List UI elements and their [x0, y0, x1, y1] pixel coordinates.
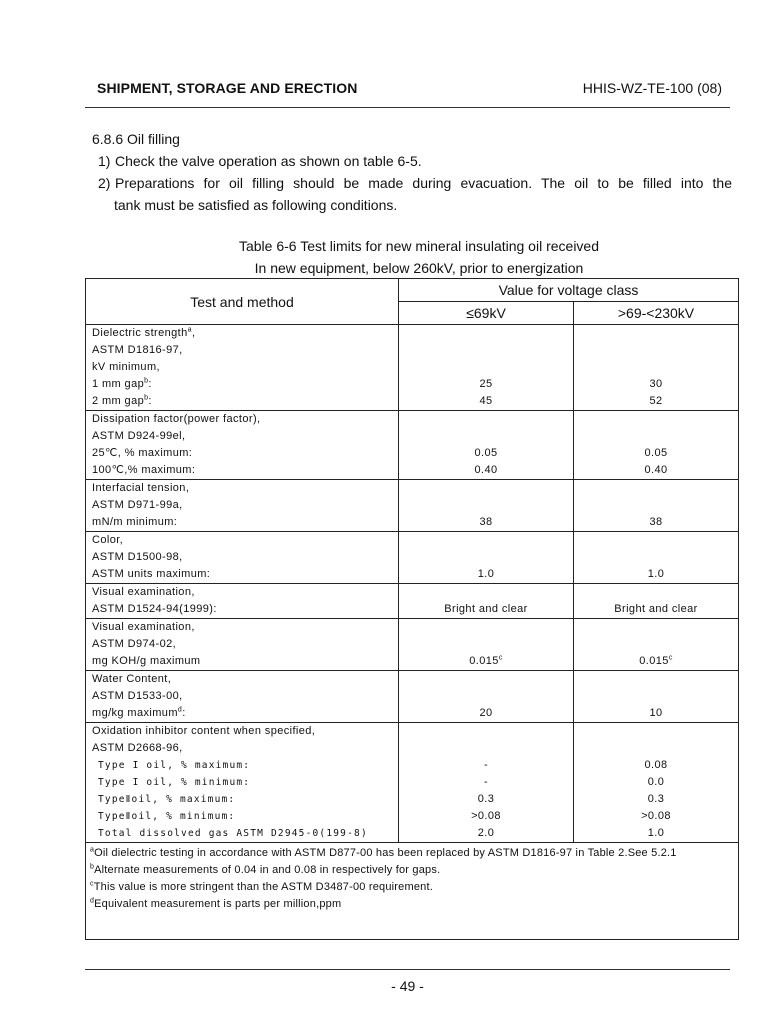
value-line	[574, 393, 738, 410]
table-row	[86, 411, 739, 480]
table-row	[86, 584, 739, 619]
value-text: 38	[479, 516, 493, 528]
test-method-line	[92, 393, 398, 410]
test-method-cell	[86, 532, 399, 584]
value-line	[399, 619, 573, 636]
value-line	[574, 325, 738, 342]
footnote-mark: a	[187, 326, 192, 334]
value-69-230kv-cell	[574, 723, 739, 843]
test-method-line	[92, 757, 398, 774]
test-method-text: ASTM D971-99a,	[92, 499, 183, 511]
table-row	[86, 532, 739, 584]
test-method-line	[92, 549, 398, 566]
value-line	[574, 671, 738, 688]
value-line	[574, 705, 738, 722]
footnote-mark: c	[498, 654, 503, 662]
value-text: 0.3	[647, 793, 665, 805]
test-method-cell	[86, 671, 399, 723]
test-method-line	[92, 514, 398, 531]
footnotes-cell	[86, 843, 739, 940]
value-69-230kv-cell	[574, 584, 739, 619]
value-text: 0.05	[644, 447, 668, 459]
value-line	[574, 342, 738, 359]
table-row	[86, 480, 739, 532]
value-69-230kv-cell	[574, 325, 739, 411]
value-line	[399, 705, 573, 722]
value-69kv-cell	[399, 532, 574, 584]
test-method-line	[92, 566, 398, 583]
header-doc-code: HHIS-WZ-TE-100 (08)	[582, 80, 722, 96]
item-text: Preparations for oil filling should be made during evacuation. The oil to be filled into the	[115, 175, 732, 191]
value-line	[574, 428, 738, 445]
value-text: 20	[479, 707, 493, 719]
footnote	[90, 896, 734, 913]
value-line	[574, 723, 738, 740]
value-line	[574, 445, 738, 462]
test-method-text: ASTM D974-02,	[92, 638, 177, 650]
test-method-text: ASTM units maximum:	[92, 568, 211, 580]
value-text: 25	[479, 378, 493, 390]
header-divider	[85, 107, 730, 108]
test-method-cell	[86, 480, 399, 532]
value-line	[574, 566, 738, 583]
value-text: 1.0	[647, 827, 665, 839]
value-69kv-cell	[399, 723, 574, 843]
test-method-line	[92, 740, 398, 757]
footnote-text: This value is more stringent than the ASTM D3487-00 requirement.	[93, 881, 433, 893]
test-method-line	[92, 601, 398, 618]
test-method-cell	[86, 584, 399, 619]
table-row	[86, 671, 739, 723]
value-line	[399, 359, 573, 376]
list-item	[92, 172, 732, 194]
table-row	[86, 723, 739, 843]
test-method-text: ASTM D1500-98,	[92, 551, 183, 563]
footnote-text: Equivalent measurement is parts per million,ppm	[94, 898, 342, 910]
test-method-text: ASTM D1524-94(1999):	[92, 603, 217, 615]
footnote	[90, 845, 734, 862]
test-method-line	[92, 462, 398, 479]
value-69-230kv-cell	[574, 619, 739, 671]
header-title: SHIPMENT, STORAGE AND ERECTION	[97, 80, 358, 96]
test-method-text: TypeⅡoil, % maximum:	[98, 794, 236, 805]
value-69kv-cell	[399, 584, 574, 619]
value-69-230kv-cell	[574, 671, 739, 723]
punctuation: :	[182, 707, 186, 719]
value-line	[574, 808, 738, 825]
value-line	[574, 514, 738, 531]
test-method-line	[92, 791, 398, 808]
value-text: 0.08	[644, 759, 668, 771]
header-value-for-voltage-class: Value for voltage class	[399, 279, 739, 302]
oil-filling-section	[92, 128, 732, 216]
item-text-continued: tank must be satisfied as following conditions.	[114, 197, 398, 213]
value-line	[574, 549, 738, 566]
table-header-row	[86, 279, 739, 302]
value-text: -	[483, 759, 489, 771]
value-line	[399, 342, 573, 359]
value-text: 2.0	[477, 827, 495, 839]
test-method-cell	[86, 619, 399, 671]
value-line	[574, 757, 738, 774]
value-69-230kv-cell	[574, 480, 739, 532]
test-method-cell	[86, 325, 399, 411]
footer-divider	[85, 969, 730, 970]
test-method-text: ASTM D1816-97,	[92, 344, 183, 356]
value-text: 45	[479, 395, 493, 407]
footnote-mark: b	[144, 394, 149, 402]
value-line	[574, 359, 738, 376]
value-text: Bright and clear	[444, 603, 528, 615]
value-text: 0.40	[474, 464, 498, 476]
test-method-text: Type I oil, % minimum:	[98, 777, 251, 788]
value-69kv-cell	[399, 325, 574, 411]
value-line	[574, 791, 738, 808]
header-col-69-230kv: >69-<230kV	[574, 302, 739, 325]
value-line	[574, 740, 738, 757]
value-line	[574, 774, 738, 791]
value-69kv-cell	[399, 411, 574, 480]
test-method-line	[92, 774, 398, 791]
value-text: 0.05	[474, 447, 498, 459]
test-method-text: Oxidation inhibitor content when specified,	[92, 725, 316, 737]
value-line	[399, 532, 573, 549]
value-line	[399, 497, 573, 514]
test-method-line	[92, 359, 398, 376]
test-method-text: mg KOH/g maximum	[92, 655, 201, 667]
footnote-mark: a	[90, 846, 95, 854]
test-method-text: 25℃, % maximum:	[92, 447, 193, 459]
footnote-mark: b	[90, 863, 95, 871]
test-method-text: ASTM D1533-00,	[92, 690, 183, 702]
test-method-line	[92, 445, 398, 462]
footnote	[90, 862, 734, 879]
footnote-mark: c	[668, 654, 673, 662]
value-line	[399, 601, 573, 618]
value-line	[399, 480, 573, 497]
test-method-text: Interfacial tension,	[92, 482, 190, 494]
test-method-text: Visual examination,	[92, 621, 195, 633]
value-text: 0.3	[477, 793, 495, 805]
test-method-text: Color,	[92, 534, 124, 546]
value-line	[399, 462, 573, 479]
value-text: 0.015	[639, 655, 669, 667]
value-line	[399, 688, 573, 705]
value-line	[574, 636, 738, 653]
footnote-mark: c	[90, 880, 94, 888]
test-method-text: ASTM D924-99el,	[92, 430, 186, 442]
value-line	[399, 411, 573, 428]
item-text: Check the valve operation as shown on table 6-5.	[115, 153, 422, 169]
punctuation: ,	[191, 327, 196, 339]
value-line	[399, 566, 573, 583]
test-method-text: mN/m minimum:	[92, 516, 178, 528]
value-line	[574, 584, 738, 601]
punctuation: :	[148, 395, 152, 407]
value-line	[399, 808, 573, 825]
footnote-text: Oil dielectric testing in accordance with ASTM D877-00 has been replaced by ASTM D1816-97 in Table 2.See 5.2.1	[94, 847, 677, 859]
test-method-line	[92, 480, 398, 497]
value-line	[399, 740, 573, 757]
test-method-line	[92, 825, 398, 842]
value-line	[399, 376, 573, 393]
value-text: 0.40	[644, 464, 668, 476]
value-69kv-cell	[399, 619, 574, 671]
value-line	[574, 480, 738, 497]
oil-test-limits-table	[85, 278, 739, 940]
value-line	[399, 445, 573, 462]
test-method-cell	[86, 723, 399, 843]
header-test-and-method: Test and method	[86, 279, 399, 325]
test-method-line	[92, 376, 398, 393]
page-number: - 49 -	[391, 978, 424, 994]
value-69-230kv-cell	[574, 532, 739, 584]
test-method-line	[92, 342, 398, 359]
value-line	[399, 671, 573, 688]
value-text: Bright and clear	[614, 603, 698, 615]
value-text: 30	[649, 378, 663, 390]
value-text: 0.015	[469, 655, 499, 667]
value-line	[574, 411, 738, 428]
test-method-line	[92, 671, 398, 688]
item-number: 2)	[98, 175, 111, 191]
value-text: 52	[649, 395, 663, 407]
test-method-text: mg/kg maximum	[92, 707, 178, 719]
test-method-line	[92, 808, 398, 825]
value-text: 38	[649, 516, 663, 528]
header-col-69kv: ≤69kV	[399, 302, 574, 325]
value-line	[399, 791, 573, 808]
footnote-mark: b	[144, 377, 149, 385]
test-method-cell	[86, 411, 399, 480]
value-line	[399, 584, 573, 601]
punctuation: :	[148, 378, 152, 390]
table-row	[86, 619, 739, 671]
value-text: >0.08	[471, 810, 501, 822]
value-line	[399, 393, 573, 410]
page-header	[97, 80, 722, 98]
value-line	[574, 376, 738, 393]
footnote-text: Alternate measurements of 0.04 in and 0.08 in respectively for gaps.	[94, 864, 441, 876]
list-item	[92, 150, 732, 172]
test-method-text: Visual examination,	[92, 586, 195, 598]
value-text: -	[483, 776, 489, 788]
value-line	[574, 462, 738, 479]
test-method-text: 1 mm gap	[92, 378, 145, 390]
value-line	[574, 497, 738, 514]
value-line	[399, 825, 573, 842]
value-line	[574, 688, 738, 705]
value-line	[399, 723, 573, 740]
table-row	[86, 325, 739, 411]
item-number: 1)	[98, 153, 111, 169]
test-method-text: Type I oil, % maximum:	[98, 760, 251, 771]
test-method-text: kV minimum,	[92, 361, 160, 373]
section-title: 6.8.6 Oil filling	[92, 131, 180, 147]
value-line	[399, 757, 573, 774]
value-line	[399, 549, 573, 566]
value-line	[399, 325, 573, 342]
value-text: 1.0	[647, 568, 665, 580]
test-method-line	[92, 532, 398, 549]
test-method-line	[92, 325, 398, 342]
test-method-line	[92, 619, 398, 636]
test-method-line	[92, 688, 398, 705]
value-line	[399, 636, 573, 653]
value-text: >0.08	[641, 810, 671, 822]
value-line	[574, 601, 738, 618]
test-method-text: 2 mm gap	[92, 395, 145, 407]
test-method-text: TypeⅡoil, % minimum:	[98, 811, 236, 822]
value-line	[574, 825, 738, 842]
value-line	[574, 653, 738, 670]
test-method-line	[92, 411, 398, 428]
table-subcaption: In new equipment, below 260kV, prior to energization	[254, 260, 584, 276]
value-text: 10	[649, 707, 663, 719]
test-method-line	[92, 428, 398, 445]
test-method-text: Dielectric strength	[92, 327, 188, 339]
value-line	[399, 653, 573, 670]
test-method-line	[92, 723, 398, 740]
test-method-line	[92, 636, 398, 653]
footnote	[90, 879, 734, 896]
table-caption: Table 6-6 Test limits for new mineral insulating oil received	[238, 238, 599, 254]
test-method-text: Dissipation factor(power factor),	[92, 413, 261, 425]
value-text: 0.0	[647, 776, 665, 788]
value-line	[574, 619, 738, 636]
test-method-line	[92, 584, 398, 601]
value-69kv-cell	[399, 671, 574, 723]
footnote-mark: d	[90, 897, 95, 905]
test-method-text: Total dissolved gas ASTM D2945-0(199-8)	[98, 828, 368, 839]
test-method-line	[92, 653, 398, 670]
footnotes-row	[86, 843, 739, 940]
test-method-line	[92, 497, 398, 514]
value-line	[399, 428, 573, 445]
test-method-text: ASTM D2668-96,	[92, 742, 183, 754]
test-method-text: Water Content,	[92, 673, 172, 685]
value-line	[399, 514, 573, 531]
footnote-mark: d	[177, 706, 183, 714]
test-method-text: 100℃,% maximum:	[92, 464, 196, 476]
test-method-line	[92, 705, 398, 722]
value-69kv-cell	[399, 480, 574, 532]
value-line	[574, 532, 738, 549]
value-text: 1.0	[477, 568, 495, 580]
value-line	[399, 774, 573, 791]
value-69-230kv-cell	[574, 411, 739, 480]
